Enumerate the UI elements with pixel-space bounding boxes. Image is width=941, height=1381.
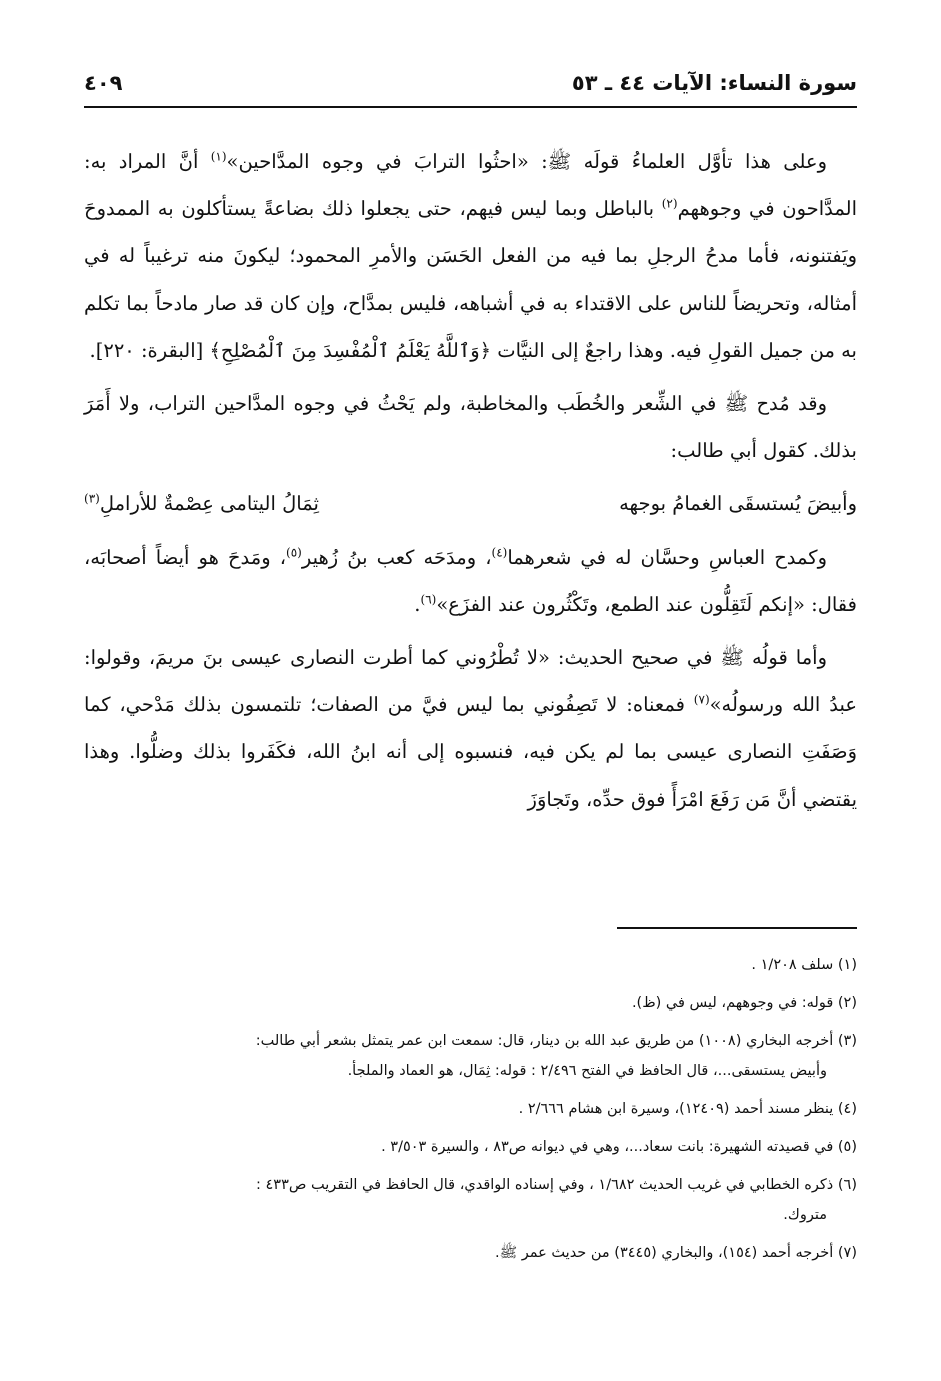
footnote-7: (٧) أخرجه أحمد (١٥٤)، والبخاري (٣٤٤٥) من حديث عمر ﷺ. — [495, 1245, 857, 1261]
footnotes — [84, 950, 857, 1276]
paragraph-4-text-b: فمعناه: لا تَصِفُوني بما ليس فيَّ من الصفات؛ تلتمسون بذلك مَدْحي، كما وَصَفَتِ النصارى عيسى بما لم يكن فيه، فنسبوه إلى أنه ابنُ الله، فكَفَروا بذلك وضلُّوا. وهذا يقتضي أنَّ مَن رَفَعَ امْرَأً فوق حدِّه، وتَجاوَزَ — [84, 693, 857, 811]
paragraph-2 — [84, 380, 857, 474]
footnote-ref-2[interactable]: (٢) — [661, 196, 678, 211]
footnote-6-text: (٦) ذكره الخطابي في غريب الحديث ١/٦٨٢ ، وفي إسناده الواقدي، قال الحافظ في التقريب ص٤٣٣ : — [256, 1177, 857, 1193]
paragraph-4-text-a: وأما قولُه ﷺ في صحيح الحديث: «لا تُطْرُوني كما أطرت النصارى عيسى بنَ مريمَ، وقولوا: عبدُ الله ورسولُه» — [84, 646, 857, 717]
footnote-divider — [617, 927, 857, 929]
footnote-ref-5[interactable]: (٥) — [286, 545, 302, 560]
page-number: ٤٠٩ — [84, 71, 123, 95]
footnote-2: (٢) قوله: في وجوههم، ليس في (ظ). — [631, 995, 857, 1011]
footnote-ref-3[interactable]: (٣) — [84, 491, 100, 506]
paragraph-3-text-d: . — [414, 592, 421, 616]
running-header — [84, 66, 857, 100]
paragraph-1-text-c: بالباطل وبما ليس فيهم، حتى يجعلوا ذلك بضاعةً يستأكلون به الممدوحَ ويَفتنونه، فأما مدحُ الرجلِ بما فيه من الفعل الحَسَن والأمرِ المحمود؛ ليكونَ منه ترغيباً له في أمثاله، وتحريضاً للناس على الاقتداء به في أشباهه، فليس بمدَّاح، وإن كان قد صار مادحاً بما تكلم به من جميل القولِ فيه. وهذا راجعٌ إلى النيَّات ﴿وَٱللَّهُ يَعْلَمُ ٱلْمُفْسِدَ مِنَ ٱلْمُصْلِحِ﴾ [البقرة: ٢٢٠]. — [84, 197, 857, 362]
paragraph-3-text-c: ، ومَدحَ هو أيضاً أصحابَه، فقال: «إنكم لَتَقِلُّون عند الطمع، وتَكْثُرون عند الفزَع» — [84, 545, 857, 616]
footnote-1: (١) سلف ١/٢٠٨ . — [751, 957, 857, 973]
footnote-5: (٥) في قصيدته الشهيرة: بانت سعاد...، وهي في ديوانه ص٨٣ ، والسيرة ٣/٥٠٣ . — [381, 1139, 857, 1155]
paragraph-3 — [84, 534, 857, 628]
footnote-ref-6[interactable]: (٦) — [420, 592, 437, 607]
verse-second-hemistich-wrap — [84, 480, 319, 527]
main-text — [84, 138, 857, 829]
footnote-ref-7[interactable]: (٧) — [693, 692, 710, 707]
footnote-ref-1[interactable]: (١) — [210, 149, 227, 164]
paragraph-3-text-b: ، ومدَحَه كعب بنُ زُهير — [301, 545, 492, 569]
verse-first-hemistich: وأبيضَ يُستسقَى الغمامُ بوجهه — [619, 492, 857, 516]
paragraph-1-text: وعلى هذا تأوَّل العلماءُ قولَه ﷺ: «احثُوا الترابَ في وجوه المدَّاحين» — [226, 150, 827, 173]
paragraph-4 — [84, 634, 857, 823]
paragraph-1-text-b: أنَّ المراد به: المدَّاحون في وجوههم — [84, 150, 857, 221]
paragraph-3-text-a: وكمدح العباسِ وحسَّان له في شعرهما — [507, 545, 827, 569]
verse-second-hemistich: ثِمَالُ اليتامى عِصْمةٌ للأراملِ — [99, 492, 319, 516]
footnote-3-continuation: وأبيض يستسقى...، قال الحافظ في الفتح ٢/٤٩٦ : قوله: ثِمَال، هو العماد والملجأ. — [347, 1063, 827, 1079]
footnote-6 — [84, 1170, 857, 1230]
header-divider — [84, 106, 857, 108]
footnote-3 — [84, 1026, 857, 1086]
footnote-6-continuation: متروك. — [783, 1207, 827, 1223]
paragraph-2-text: وقد مُدح ﷺ في الشِّعر والخُطَب والمخاطبة، ولم يَحْثُ في وجوه المدَّاحين التراب، ولا أَمَرَ بذلك. كقول أبي طالب: — [84, 392, 857, 463]
footnote-ref-4[interactable]: (٤) — [491, 545, 508, 560]
footnote-3-text: (٣) أخرجه البخاري (١٠٠٨) من طريق عبد الله بن دينار، قال: سمعت ابن عمر يتمثل بشعر أبي طالب: — [255, 1033, 857, 1049]
footnote-4: (٤) ينظر مسند أحمد (١٢٤٠٩)، وسيرة ابن هشام ٢/٦٦٦ . — [518, 1101, 857, 1117]
poetry-verse — [84, 480, 857, 527]
chapter-title: سورة النساء: الآيات ٤٤ ـ ٥٣ — [571, 71, 857, 95]
paragraph-1 — [84, 138, 857, 374]
